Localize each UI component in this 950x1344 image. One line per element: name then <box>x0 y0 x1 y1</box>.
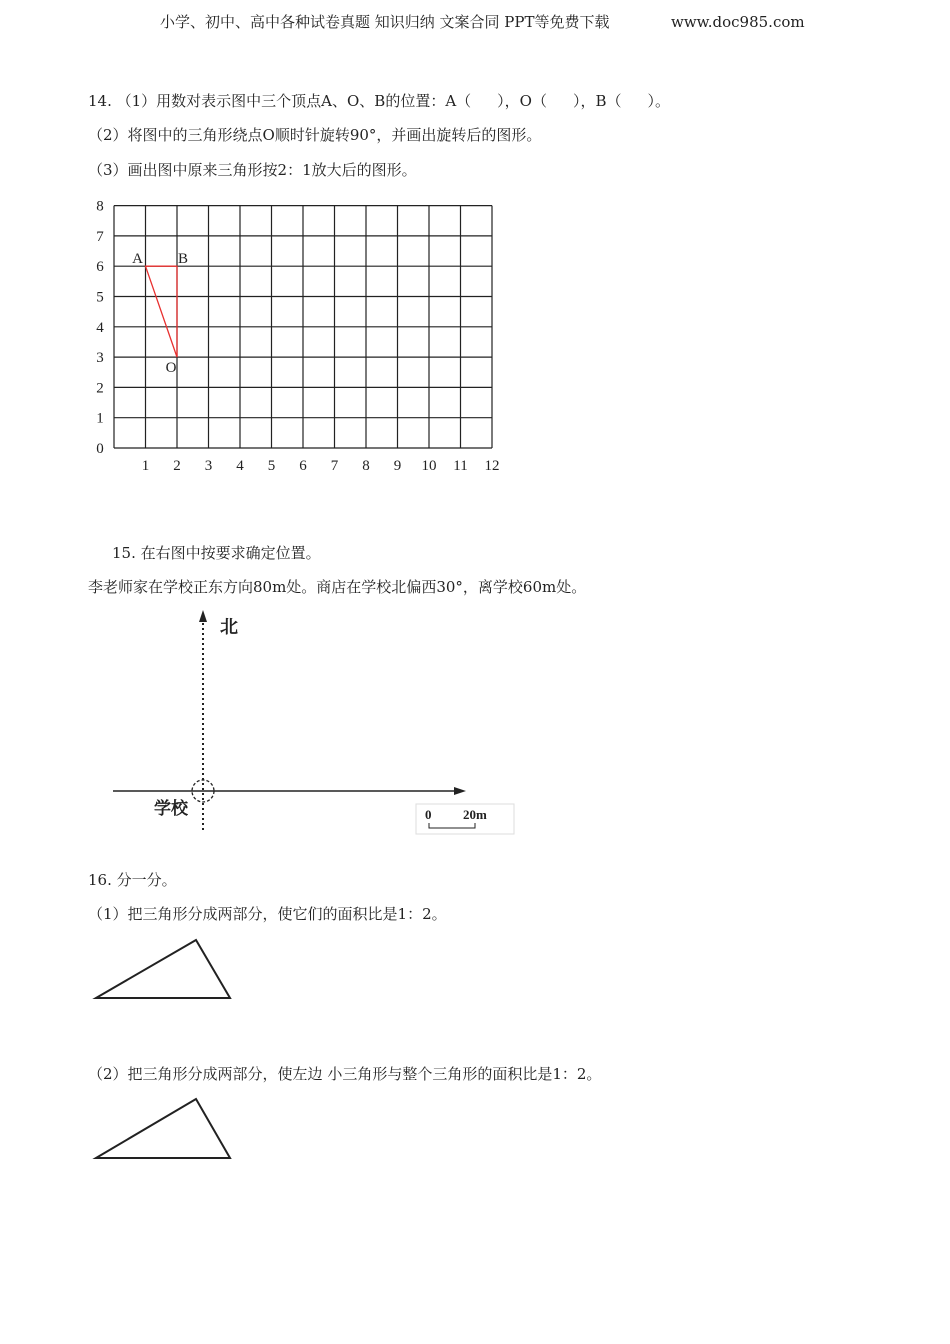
y-tick-label: 4 <box>96 319 104 336</box>
q15-description: 李老师家在学校正东方向80m处。商店在学校北偏西30°，离学校60m处。 <box>88 578 587 596</box>
y-tick-label: 5 <box>96 289 104 306</box>
triangle-2-shape <box>96 1099 230 1158</box>
school-label: 学校 <box>154 799 188 818</box>
x-tick-label: 6 <box>299 458 307 474</box>
north-label: 北 <box>220 617 238 637</box>
point-label-o: O <box>165 360 177 377</box>
triangle-outline <box>146 266 178 357</box>
y-tick-label: 1 <box>96 410 104 427</box>
x-tick-label: 2 <box>173 458 181 474</box>
x-tick-label: 4 <box>236 458 244 474</box>
y-tick-label: 7 <box>96 228 104 245</box>
q14-line1-b: ），O（ <box>497 92 547 110</box>
y-tick-label: 2 <box>96 380 104 397</box>
x-tick-label: 12 <box>484 458 500 474</box>
x-tick-label: 1 <box>141 458 150 474</box>
q15-title: 15. 在右图中按要求确定位置。 <box>112 544 321 562</box>
triangle-1-shape <box>96 940 230 998</box>
x-tick-label: 7 <box>330 458 339 474</box>
header-left-text: 小学、初中、高中各种试卷真题 知识归纳 文案合同 PPT等免费下载 <box>160 13 610 31</box>
y-tick-label: 8 <box>96 198 104 215</box>
x-tick-label: 8 <box>362 458 370 474</box>
y-tick-label: 6 <box>96 259 104 276</box>
y-tick-label: 0 <box>96 441 104 457</box>
north-arrow-icon <box>199 610 207 622</box>
q16-part2: （2）把三角形分成两部分，使左边 小三角形与整个三角形的面积比是1：2。 <box>88 1065 602 1083</box>
scale-value-label: 20m <box>463 807 487 822</box>
coordinate-grid <box>0 0 950 480</box>
y-tick-label: 3 <box>96 350 104 367</box>
q14-line3: （3）画出图中原来三角形按2：1放大后的图形。 <box>88 161 417 179</box>
scale-zero-label: 0 <box>425 807 432 822</box>
q16-part1: （1）把三角形分成两部分，使它们的面积比是1：2。 <box>88 905 447 923</box>
q14-line2: （2）将图中的三角形绕点O顺时针旋转90°，并画出旋转后的图形。 <box>88 126 542 144</box>
x-tick-label: 5 <box>267 458 276 474</box>
x-tick-label: 11 <box>453 458 468 474</box>
point-label-a: A <box>132 251 143 268</box>
triangle-1 <box>0 930 300 1010</box>
q14-line1-d: ）。 <box>647 92 671 110</box>
direction-diagram <box>0 600 950 840</box>
x-tick-label: 3 <box>204 458 213 474</box>
header-website[interactable]: www.doc985.com <box>671 13 805 31</box>
q14-line1-c: ），B（ <box>572 92 622 110</box>
q16-title: 16. 分一分。 <box>88 871 177 889</box>
x-tick-label: 9 <box>393 458 402 474</box>
triangle-2 <box>0 1090 300 1170</box>
x-tick-label: 10 <box>421 458 437 474</box>
east-arrow-icon <box>454 787 466 795</box>
point-label-b: B <box>177 251 189 268</box>
q14-line1-a: 14. （1）用数对表示图中三个顶点A、O、B的位置：A（ <box>88 92 472 110</box>
grid-tick-labels <box>96 199 499 474</box>
grid-lines <box>114 206 492 448</box>
